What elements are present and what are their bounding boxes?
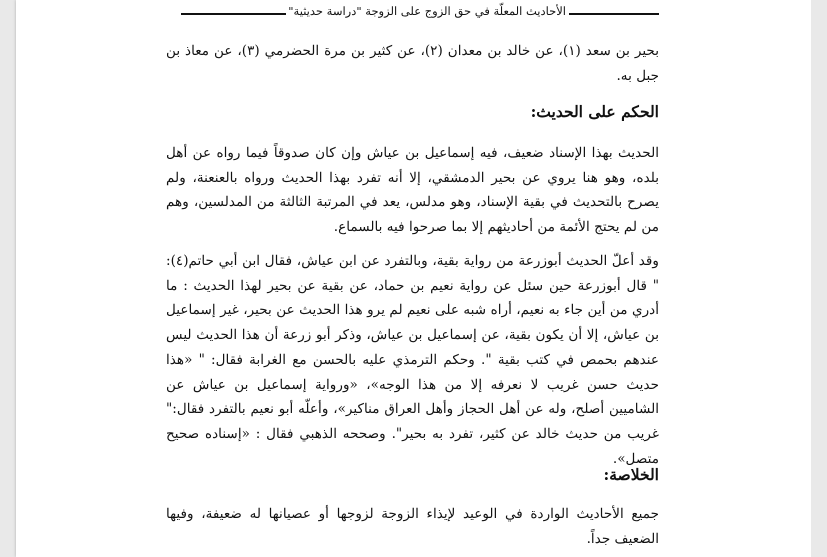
running-header: الأحاديث المعلّة في حق الزوج على الزوجة "دراسة حديثية" [288,4,566,18]
paragraph-defects: وقد أعلّ الحديث أبوزرعة من رواية بقية، وبالتفرد عن ابن عياش، فقال ابن أبي حاتم(٤): " قال أبوزرعة حين سئل عن رواية نعيم بن حماد، عن بقية عن بحير لهذا الحديث : ما أدري من أين جاء به نعيم، أراه شبه على نعيم لم يرو هذا الحديث عن بحير، غير إسماعيل بن عياش، إلا أن يكون بقية، عن إسماعيل بن عياش، وذكر أبو زرعة أن هذا الحديث ليس عندهم بحمص في كتب بقية ". وحكم الترمذي عليه بالحسن مع الغرابة فقال: " «هذا حديث حسن غريب لا نعرفه إلا من هذا الوجه»، «ورواية إسماعيل بن عياش عن الشاميين أصلح، وله عن أهل الحجاز وأهل العراق مناكير»، وأعلّه أبو نعيم بالتفرد فقال:" غريب من حديث خالد عن كثير، تفرد به بحير". وصححه الذهبي فقال : «إسناده صحيح متصل». [166,253,659,467]
heading-summary: الخلاصة: [603,465,659,484]
document-page [16,0,811,557]
header-rule-left [181,13,286,15]
header-rule-right [569,13,659,15]
paragraph-isnad-chain: بحير بن سعد (١)، عن خالد بن معدان (٢)، عن كثير بن مرة الحضرمي (٣)، عن معاذ بن جبل به. [166,43,659,84]
heading-hadith-ruling: الحكم على الحديث: [530,102,659,121]
page-margin-right [811,0,827,557]
paragraph-ruling: الحديث بهذا الإسناد ضعيف، فيه إسماعيل بن عياش وإن كان صدوقاً فيما رواه عن أهل بلده، وهو هنا يروي عن بحير الدمشقي، إلا أنه تفرد بهذا الحديث ورواه بالعنعنة، ولم يصرح بالتحديث في بقية الإسناد، وهو مدلس، يعد في المرتبة الثالثة من المدلسين، وهم من لم يحتج الأئمة من أحاديثهم إلا بما صرحوا فيه بالسماع. [166,145,659,236]
paragraph-summary: جميع الأحاديث الواردة في الوعيد لإيذاء الزوجة لزوجها أو عصيانها له ضعيفة، وفيها الضعيف جداً. [166,506,659,547]
